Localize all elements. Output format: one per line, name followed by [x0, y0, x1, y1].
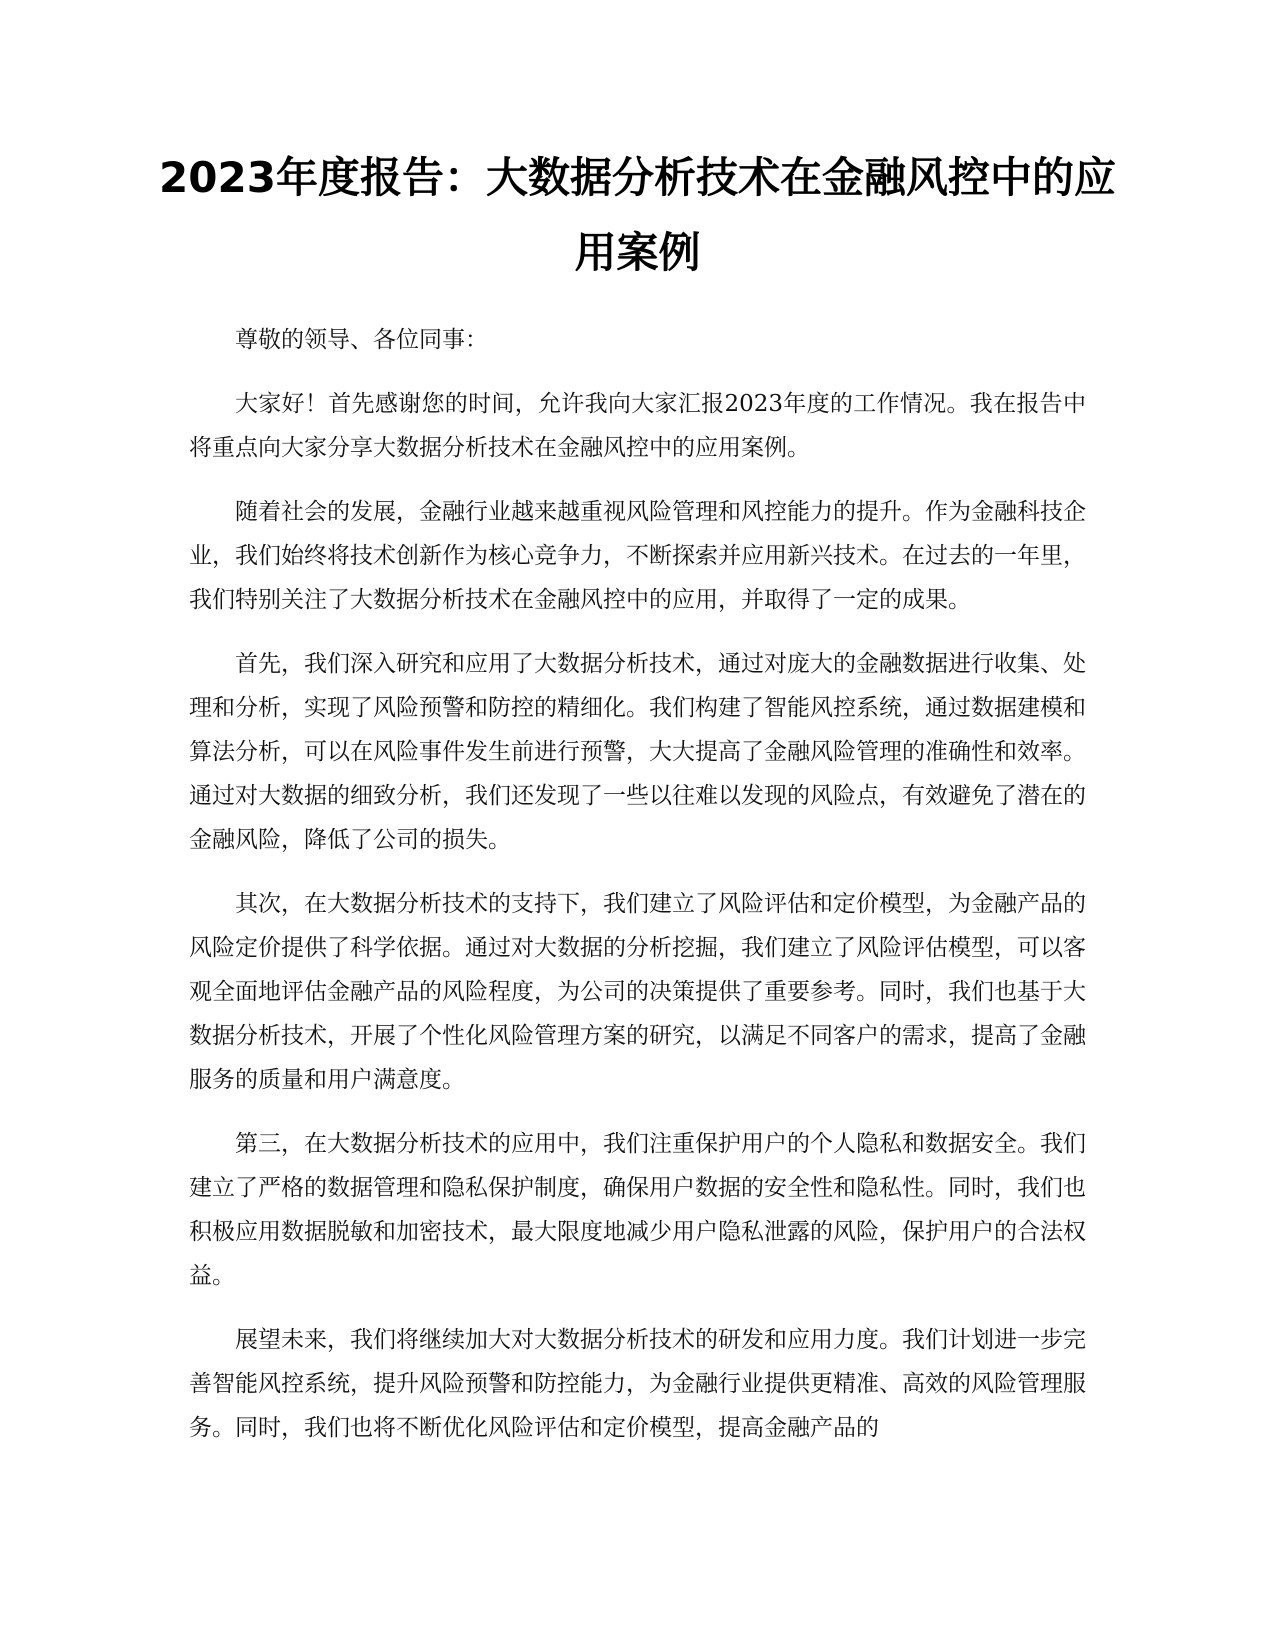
paragraph-6: 展望未来，我们将继续加大对大数据分析技术的研发和应用力度。我们计划进一步完善智能风控系统，提升风险预警和防控能力，为金融行业提供更精准、高效的风险管理服务。同时，我们也将不断优化风险评估和定价模型，提高金融产品的 — [189, 1327, 1086, 1441]
paragraph-4: 其次，在大数据分析技术的支持下，我们建立了风险评估和定价模型，为金融产品的风险定价提供了科学依据。通过对大数据的分析挖掘，我们建立了风险评估模型，可以客观全面地评估金融产品的风险程度，为公司的决策提供了重要参考。同时，我们也基于大数据分析技术，开展了个性化风险管理方案的研究，以满足不同客户的需求，提高了金融服务的质量和用户满意度。 — [189, 891, 1086, 1093]
paragraph-5: 第三，在大数据分析技术的应用中，我们注重保护用户的个人隐私和数据安全。我们建立了严格的数据管理和隐私保护制度，确保用户数据的安全性和隐私性。同时，我们也积极应用数据脱敏和加密技术，最大限度地减少用户隐私泄露的风险，保护用户的合法权益。 — [189, 1131, 1086, 1289]
paragraph-2: 随着社会的发展，金融行业越来越重视风险管理和风控能力的提升。作为金融科技企业，我们始终将技术创新作为核心竞争力，不断探索并应用新兴技术。在过去的一年里，我们特别关注了大数据分析技术在金融风控中的应用，并取得了一定的成果。 — [189, 499, 1086, 613]
salutation: 尊敬的领导、各位同事： — [235, 327, 488, 353]
document-body — [189, 318, 1086, 1470]
document-title: 2023年度报告：大数据分析技术在金融风控中的应用案例 — [159, 153, 1116, 277]
paragraph-3: 首先，我们深入研究和应用了大数据分析技术，通过对庞大的金融数据进行收集、处理和分析，实现了风险预警和防控的精细化。我们构建了智能风控系统，通过数据建模和算法分析，可以在风险事件发生前进行预警，大大提高了金融风险管理的准确性和效率。通过对大数据的细致分析，我们还发现了一些以往难以发现的风险点，有效避免了潜在的金融风险，降低了公司的损失。 — [189, 651, 1086, 853]
paragraph-1: 大家好！首先感谢您的时间，允许我向大家汇报2023年度的工作情况。我在报告中将重点向大家分享大数据分析技术在金融风控中的应用案例。 — [189, 391, 1086, 461]
